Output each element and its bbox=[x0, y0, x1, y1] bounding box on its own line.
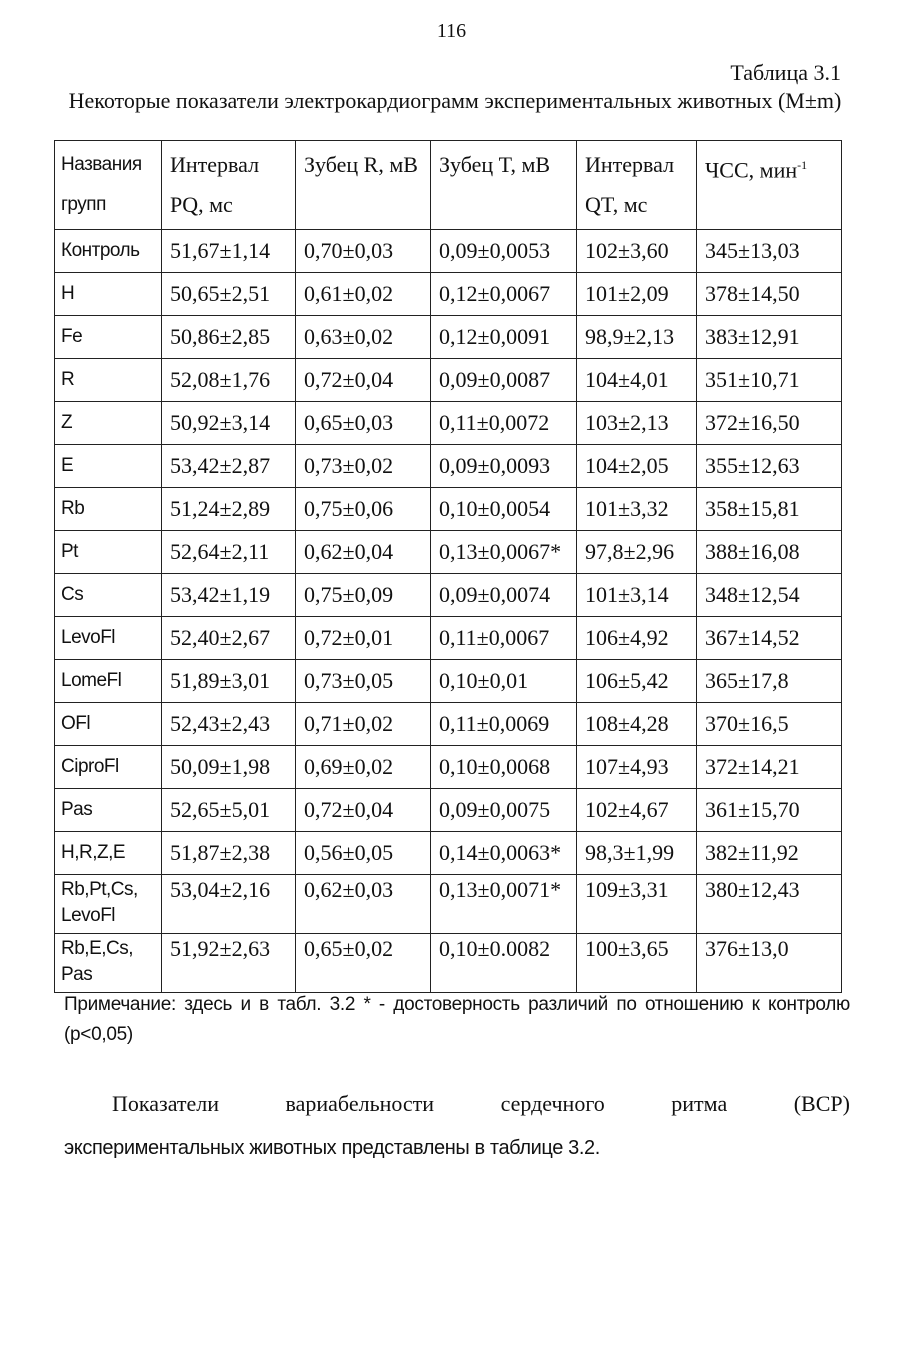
value-cell: 52,43±2,43 bbox=[162, 703, 296, 746]
table-label: Таблица 3.1 bbox=[730, 60, 841, 85]
value-cell: 0,11±0,0067 bbox=[431, 617, 577, 660]
value-cell: 51,87±2,38 bbox=[162, 832, 296, 875]
value-cell: 0,61±0,02 bbox=[296, 273, 431, 316]
table-row bbox=[55, 488, 842, 531]
value-cell: 104±2,05 bbox=[577, 445, 697, 488]
column-header: Интервал QT, мс bbox=[577, 141, 697, 230]
value-cell: 0,10±0.0082 bbox=[431, 934, 577, 993]
column-header: Интервал PQ, мс bbox=[162, 141, 296, 230]
value-cell: 101±2,09 bbox=[577, 273, 697, 316]
value-cell: 52,40±2,67 bbox=[162, 617, 296, 660]
value-cell: 53,42±1,19 bbox=[162, 574, 296, 617]
paragraph-word: Показатели bbox=[112, 1091, 220, 1116]
value-cell: 372±16,50 bbox=[697, 402, 842, 445]
value-cell: 0,71±0,02 bbox=[296, 703, 431, 746]
group-name-cell: H,R,Z,E bbox=[55, 832, 162, 875]
group-name-cell: Z bbox=[55, 402, 162, 445]
value-cell: 51,92±2,63 bbox=[162, 934, 296, 993]
value-cell: 355±12,63 bbox=[697, 445, 842, 488]
group-name-cell: Контроль bbox=[55, 230, 162, 273]
group-name-cell: Rb,E,Cs, Pas bbox=[55, 934, 162, 993]
value-cell: 351±10,71 bbox=[697, 359, 842, 402]
table-row bbox=[55, 273, 842, 316]
value-cell: 0,09±0,0075 bbox=[431, 789, 577, 832]
table-row bbox=[55, 746, 842, 789]
value-cell: 0,12±0,0067 bbox=[431, 273, 577, 316]
paragraph-line-2: экспериментальных животных представлены в таблице 3.2. bbox=[64, 1137, 600, 1159]
value-cell: 97,8±2,96 bbox=[577, 531, 697, 574]
value-cell: 372±14,21 bbox=[697, 746, 842, 789]
table-row bbox=[55, 230, 842, 273]
group-name-cell: E bbox=[55, 445, 162, 488]
value-cell: 382±11,92 bbox=[697, 832, 842, 875]
table-row bbox=[55, 359, 842, 402]
value-cell: 106±5,42 bbox=[577, 660, 697, 703]
value-cell: 0,72±0,01 bbox=[296, 617, 431, 660]
value-cell: 0,14±0,0063* bbox=[431, 832, 577, 875]
group-name-cell: CiproFl bbox=[55, 746, 162, 789]
table-header-row bbox=[55, 141, 842, 230]
value-cell: 348±12,54 bbox=[697, 574, 842, 617]
value-cell: 51,67±1,14 bbox=[162, 230, 296, 273]
value-cell: 0,65±0,03 bbox=[296, 402, 431, 445]
value-cell: 365±17,8 bbox=[697, 660, 842, 703]
value-cell: 378±14,50 bbox=[697, 273, 842, 316]
group-name-cell: LevoFl bbox=[55, 617, 162, 660]
column-header: Названия групп bbox=[55, 141, 162, 230]
paragraph-line-1 bbox=[64, 1082, 850, 1126]
value-cell: 0,63±0,02 bbox=[296, 316, 431, 359]
value-cell: 0,72±0,04 bbox=[296, 789, 431, 832]
table-row bbox=[55, 402, 842, 445]
value-cell: 388±16,08 bbox=[697, 531, 842, 574]
value-cell: 383±12,91 bbox=[697, 316, 842, 359]
page-number: 116 bbox=[436, 20, 467, 42]
group-name-cell: Rb bbox=[55, 488, 162, 531]
table-note: Примечание: здесь и в табл. 3.2 * - достоверность различий по отношению к контролю (p<0,05) bbox=[64, 994, 850, 1045]
value-cell: 104±4,01 bbox=[577, 359, 697, 402]
value-cell: 0,75±0,09 bbox=[296, 574, 431, 617]
value-cell: 380±12,43 bbox=[697, 875, 842, 934]
table-row bbox=[55, 703, 842, 746]
value-cell: 0,09±0,0087 bbox=[431, 359, 577, 402]
paragraph-word: (ВСР) bbox=[793, 1091, 850, 1116]
group-name-cell: Pt bbox=[55, 531, 162, 574]
value-cell: 0,75±0,06 bbox=[296, 488, 431, 531]
group-name-cell: Pas bbox=[55, 789, 162, 832]
value-cell: 0,12±0,0091 bbox=[431, 316, 577, 359]
value-cell: 0,70±0,03 bbox=[296, 230, 431, 273]
value-cell: 0,62±0,03 bbox=[296, 875, 431, 934]
value-cell: 100±3,65 bbox=[577, 934, 697, 993]
group-name-cell: LomeFl bbox=[55, 660, 162, 703]
table-row bbox=[55, 316, 842, 359]
column-header-hr bbox=[697, 141, 842, 230]
paragraph-word: ритма bbox=[671, 1091, 728, 1116]
value-cell: 50,92±3,14 bbox=[162, 402, 296, 445]
group-name-cell: OFl bbox=[55, 703, 162, 746]
value-cell: 51,89±3,01 bbox=[162, 660, 296, 703]
value-cell: 345±13,03 bbox=[697, 230, 842, 273]
value-cell: 370±16,5 bbox=[697, 703, 842, 746]
value-cell: 52,64±2,11 bbox=[162, 531, 296, 574]
value-cell: 52,65±5,01 bbox=[162, 789, 296, 832]
value-cell: 0,09±0,0093 bbox=[431, 445, 577, 488]
value-cell: 0,10±0,0068 bbox=[431, 746, 577, 789]
unit-superscript: -1 bbox=[797, 158, 808, 172]
table-row bbox=[55, 574, 842, 617]
table-row bbox=[55, 934, 842, 993]
group-name-cell: Cs bbox=[55, 574, 162, 617]
value-cell: 108±4,28 bbox=[577, 703, 697, 746]
value-cell: 358±15,81 bbox=[697, 488, 842, 531]
value-cell: 101±3,14 bbox=[577, 574, 697, 617]
value-cell: 53,04±2,16 bbox=[162, 875, 296, 934]
value-cell: 0,69±0,02 bbox=[296, 746, 431, 789]
column-header: Зубец R, мВ bbox=[296, 141, 431, 230]
value-cell: 103±2,13 bbox=[577, 402, 697, 445]
column-header: Зубец T, мВ bbox=[431, 141, 577, 230]
value-cell: 0,13±0,0067* bbox=[431, 531, 577, 574]
table-row bbox=[55, 660, 842, 703]
value-cell: 51,24±2,89 bbox=[162, 488, 296, 531]
value-cell: 376±13,0 bbox=[697, 934, 842, 993]
value-cell: 0,73±0,05 bbox=[296, 660, 431, 703]
body-paragraph bbox=[64, 1082, 850, 1170]
value-cell: 50,86±2,85 bbox=[162, 316, 296, 359]
value-cell: 0,11±0,0072 bbox=[431, 402, 577, 445]
value-cell: 98,9±2,13 bbox=[577, 316, 697, 359]
value-cell: 52,08±1,76 bbox=[162, 359, 296, 402]
value-cell: 0,10±0,0054 bbox=[431, 488, 577, 531]
group-name-cell: Rb,Pt,Cs, LevoFl bbox=[55, 875, 162, 934]
table-row bbox=[55, 617, 842, 660]
value-cell: 367±14,52 bbox=[697, 617, 842, 660]
value-cell: 102±3,60 bbox=[577, 230, 697, 273]
value-cell: 0,56±0,05 bbox=[296, 832, 431, 875]
value-cell: 107±4,93 bbox=[577, 746, 697, 789]
table-row bbox=[55, 789, 842, 832]
table-row bbox=[55, 832, 842, 875]
group-name-cell: H bbox=[55, 273, 162, 316]
column-header-text: ЧСС, мин bbox=[705, 157, 798, 183]
value-cell: 0,10±0,01 bbox=[431, 660, 577, 703]
ecg-table bbox=[54, 140, 842, 993]
value-cell: 53,42±2,87 bbox=[162, 445, 296, 488]
value-cell: 98,3±1,99 bbox=[577, 832, 697, 875]
value-cell: 0,09±0,0074 bbox=[431, 574, 577, 617]
value-cell: 50,65±2,51 bbox=[162, 273, 296, 316]
value-cell: 361±15,70 bbox=[697, 789, 842, 832]
table-row bbox=[55, 875, 842, 934]
value-cell: 0,13±0,0071* bbox=[431, 875, 577, 934]
value-cell: 101±3,32 bbox=[577, 488, 697, 531]
paragraph-word: вариабельности bbox=[285, 1091, 435, 1116]
table-title: Некоторые показатели электрокардиограмм экспериментальных животных (M±m) bbox=[68, 88, 842, 113]
table-row bbox=[55, 445, 842, 488]
value-cell: 0,09±0,0053 bbox=[431, 230, 577, 273]
value-cell: 0,62±0,04 bbox=[296, 531, 431, 574]
value-cell: 0,72±0,04 bbox=[296, 359, 431, 402]
group-name-cell: Fe bbox=[55, 316, 162, 359]
table-row bbox=[55, 531, 842, 574]
group-name-cell: R bbox=[55, 359, 162, 402]
value-cell: 0,73±0,02 bbox=[296, 445, 431, 488]
paragraph-word: сердечного bbox=[500, 1091, 605, 1116]
value-cell: 106±4,92 bbox=[577, 617, 697, 660]
value-cell: 102±4,67 bbox=[577, 789, 697, 832]
value-cell: 109±3,31 bbox=[577, 875, 697, 934]
value-cell: 50,09±1,98 bbox=[162, 746, 296, 789]
value-cell: 0,65±0,02 bbox=[296, 934, 431, 993]
value-cell: 0,11±0,0069 bbox=[431, 703, 577, 746]
